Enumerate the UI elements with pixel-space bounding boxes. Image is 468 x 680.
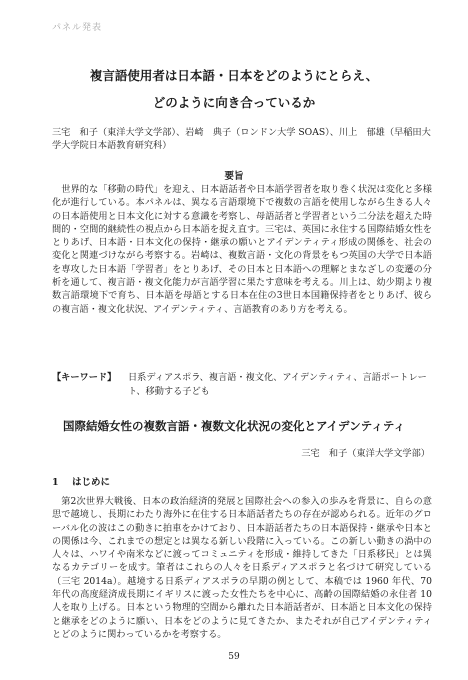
- section-title: はじめに: [71, 477, 110, 488]
- authors: 三宅 和子（東洋大学文学部）、岩崎 典子（ロンドン大学 SOAS）、川上 郁雄（早稲田大学大学院日本語教育研究科）: [52, 127, 431, 151]
- keywords-text: 日系ディアスポラ、複言語・複文化、アイデンティティ、言語ポートレート、移動する子ども: [128, 372, 427, 397]
- section-number: 1: [52, 477, 59, 488]
- abstract-heading: 要旨: [224, 171, 244, 182]
- main-title-line-1: 複言語使用者は日本語・日本をどのようにとらえ、: [89, 68, 379, 83]
- page-number: 59: [228, 652, 240, 662]
- section-heading: [52, 474, 110, 488]
- paper-title: 国際結婚女性の複数言語・複数文化状況の変化とアイデンティティ: [63, 419, 405, 433]
- body-paragraph: 第2次世界大戦後、日本の政治経済的発展と国際社会への参入の歩みを背景に、自らの意思で越境し、長期にわたり海外に在住する日本語話者たちの存在が認められる。近年のグローバル化の波はこの動きに拍車をかけており、日本語話者たちの日本語保持・継承や日本との関係は今、これまでの想定とは異なる新しい段階に入っている。この新しい動きの渦中の人々は、ハワイや南米などに渡ってコミュニティを形成・維持してきた「日系移民」とは異なるカテゴリーを成す。筆者はこれらの人々を日系ディアスポラと名づけて研究している（三宅 2014a）。越境する日系ディアスポラの早期の例として、本稿では 1960 年代、70 年代の高度経済成長期にイギリスに渡った女性たちを中心に、高齢の国際結婚の永住者 10 人を取り上げる。日本という物理的空間から離れた日本語話者が、日本語と日本文化の保持と継承をどのように願い、日本をどのように見てきたか、またそれが自己アイデンティティとどのように関わっているかを考察する。: [52, 496, 432, 640]
- abstract-text: 世界的な「移動の時代」を迎え、日本語話者や日本語学習者を取り巻く状況は変化と多様化が進行している。本パネルは、異なる言語環境下で複数の言語を使用しながら生きる人々の日本語使用と日本文化に対する意識を考察し、母語話者と学習者という二分法を超えた時間的・空間的継続性の視点から日本語を捉え直す。三宅は、英国に永住する国際結婚女性をとりあげ、日本語・日本文化の保持・継承の願いとアイデンティティ形成の関係を、社会の変化と関連づけながら考察する。岩崎は、複数言語・文化の背景をもつ英国の大学で日本語を専攻した日本語「学習者」をとりあげ、その日本と日本語への理解とまなざしの変遷の分析を通して、複言語・複文化能力が言語学習に果たす意味を考える。川上は、幼少期より複数言語環境下で育ち、日本語を母語とする日本在住の3世日本国籍保持者をとりあげ、彼らの複言語・複文化状況、アイデンティティ、言語教育のあり方を考える。: [52, 184, 432, 315]
- keywords-label: 【キーワード】: [52, 372, 117, 383]
- paper-byline: 三宅 和子（東洋大学文学部）: [301, 448, 430, 459]
- main-title-line-2: どのように向き合っているか: [152, 95, 316, 110]
- keywords: [52, 371, 432, 399]
- header-tag: パネル発表: [52, 23, 103, 33]
